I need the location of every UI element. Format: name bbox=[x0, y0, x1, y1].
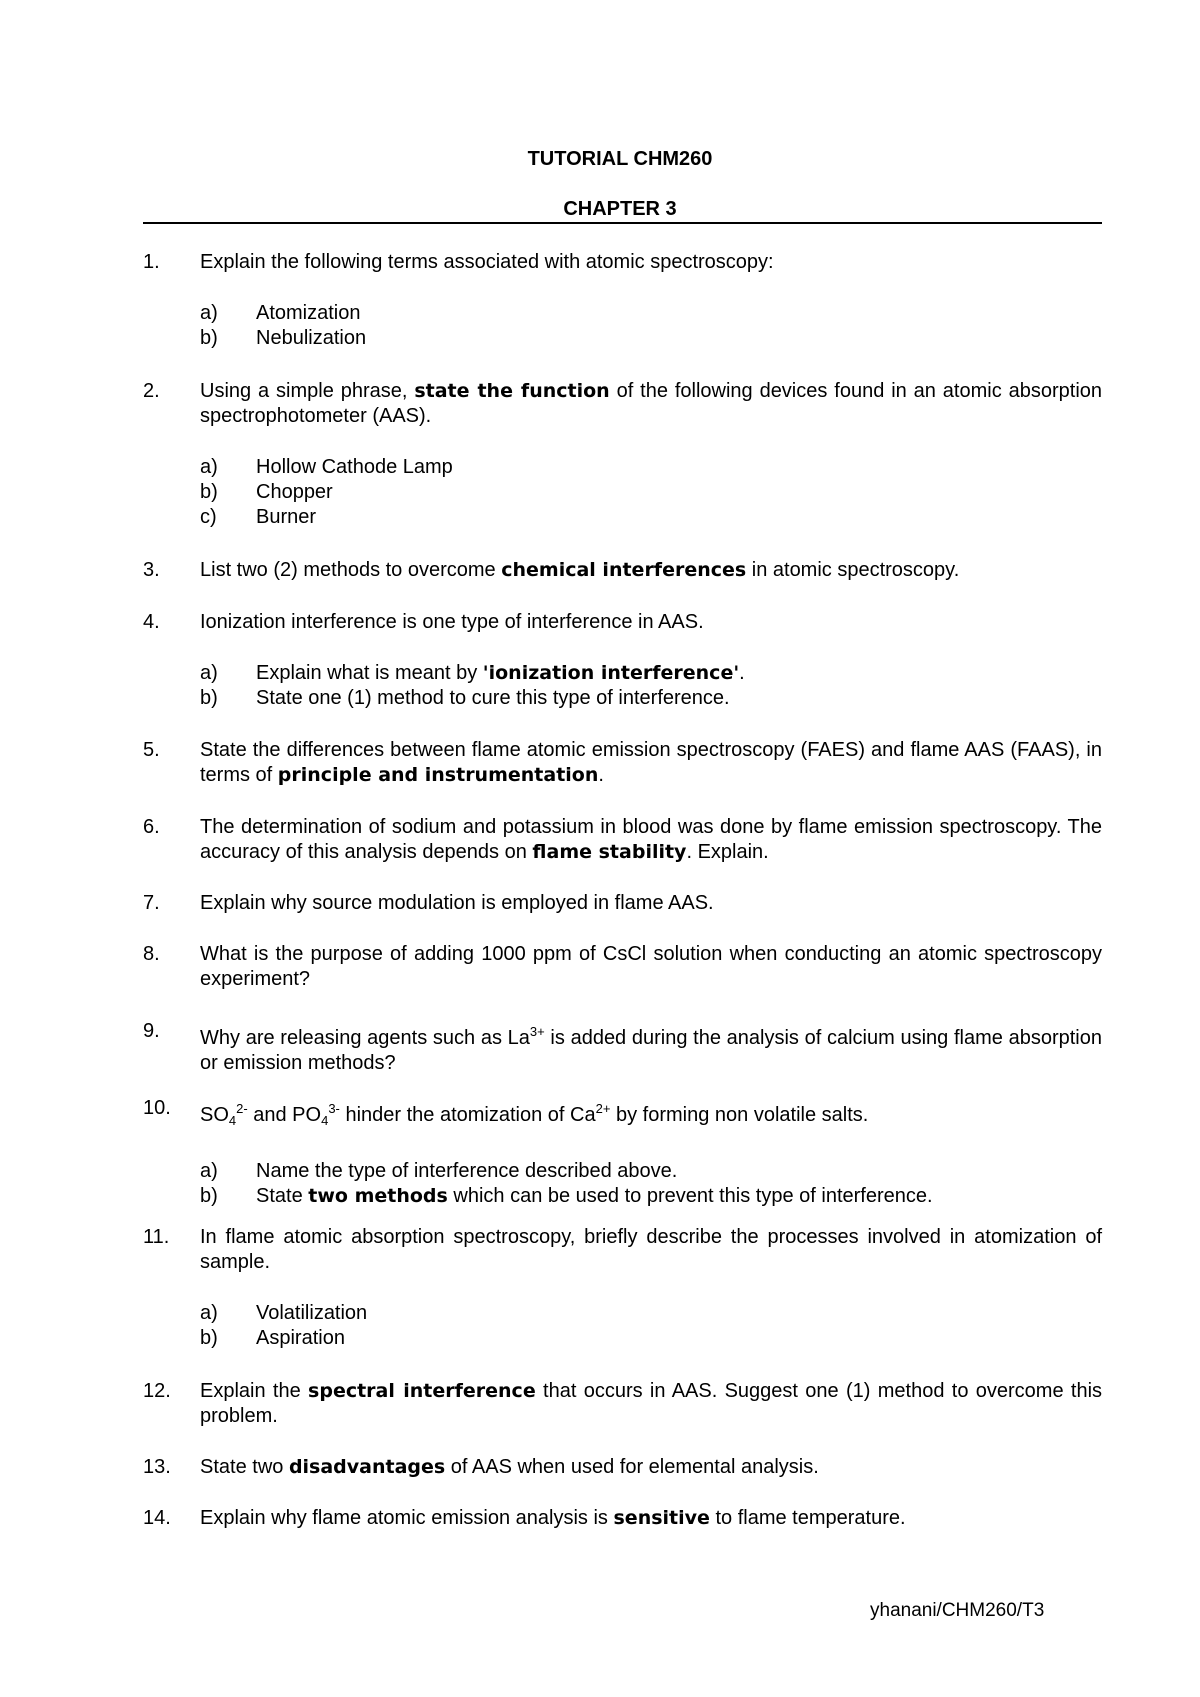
question-1 bbox=[143, 250, 1102, 351]
sub-item bbox=[200, 480, 1102, 505]
sub-item-text: Burner bbox=[256, 506, 317, 528]
question-text: State the differences between flame atomic emission spectroscopy (FAES) and flame AAS (FAAS), in terms of principle and instrumentation. bbox=[200, 739, 1102, 786]
sub-item bbox=[200, 455, 1102, 480]
question-number: 9. bbox=[143, 1020, 160, 1042]
question-number: 2. bbox=[143, 380, 160, 402]
sub-item-letter: a) bbox=[200, 456, 218, 478]
sub-item-text: Chopper bbox=[256, 481, 333, 503]
sub-item bbox=[200, 1184, 1102, 1209]
question-number: 14. bbox=[143, 1507, 171, 1529]
sub-item bbox=[200, 301, 1102, 326]
question-text: State two disadvantages of AAS when used for elemental analysis. bbox=[200, 1456, 819, 1478]
sub-item-text: State two methods which can be used to prevent this type of interference. bbox=[256, 1185, 933, 1207]
header-divider bbox=[143, 222, 1102, 224]
sub-item-letter: b) bbox=[200, 327, 218, 349]
sub-item-letter: b) bbox=[200, 1185, 218, 1207]
question-9 bbox=[143, 1019, 1102, 1076]
question-7 bbox=[143, 891, 1102, 916]
sub-item-text: State one (1) method to cure this type of interference. bbox=[256, 687, 730, 709]
question-text: Explain why source modulation is employed in flame AAS. bbox=[200, 892, 714, 914]
question-number: 5. bbox=[143, 739, 160, 761]
question-number: 1. bbox=[143, 251, 160, 273]
sub-item-letter: a) bbox=[200, 662, 218, 684]
sub-item-letter: c) bbox=[200, 506, 217, 528]
sub-item-text: Atomization bbox=[256, 302, 361, 324]
question-3 bbox=[143, 558, 1102, 583]
sub-item-text: Aspiration bbox=[256, 1327, 345, 1349]
sub-item-text: Nebulization bbox=[256, 327, 367, 349]
question-number: 3. bbox=[143, 559, 160, 581]
question-text: Explain the following terms associated with atomic spectroscopy: bbox=[200, 251, 774, 273]
sub-item bbox=[200, 505, 1102, 530]
sub-item-letter: b) bbox=[200, 481, 218, 503]
question-text: In flame atomic absorption spectroscopy, briefly describe the processes involved in atomization of sample. bbox=[200, 1226, 1102, 1273]
sub-item bbox=[200, 326, 1102, 351]
question-6 bbox=[143, 815, 1102, 865]
question-number: 11. bbox=[143, 1226, 170, 1248]
sub-item-text: Name the type of interference described above. bbox=[256, 1160, 678, 1182]
question-text: Using a simple phrase, state the function of the following devices found in an atomic absorption spectrophotometer (AAS). bbox=[200, 380, 1103, 427]
sub-item-letter: a) bbox=[200, 1160, 218, 1182]
footer-reference: yhanani/CHM260/T3 bbox=[870, 1600, 1045, 1621]
document-title: TUTORIAL CHM260 bbox=[527, 148, 713, 170]
chapter-heading: CHAPTER 3 bbox=[563, 198, 677, 220]
question-number: 8. bbox=[143, 943, 160, 965]
sub-item-text: Hollow Cathode Lamp bbox=[256, 456, 453, 478]
question-10 bbox=[143, 1096, 1102, 1209]
sub-item bbox=[200, 686, 1102, 711]
question-4 bbox=[143, 610, 1102, 711]
question-13 bbox=[143, 1455, 1102, 1480]
question-5 bbox=[143, 738, 1102, 788]
question-text: Ionization interference is one type of interference in AAS. bbox=[200, 611, 704, 633]
question-11 bbox=[143, 1225, 1102, 1351]
sub-item-text: Explain what is meant by 'ionization interference'. bbox=[256, 662, 745, 684]
question-14 bbox=[143, 1506, 1102, 1531]
question-text: Why are releasing agents such as $La^{3+}$ is added during the analysis of calcium using flame absorption or emission methods? bbox=[200, 1024, 1102, 1074]
sub-item bbox=[200, 661, 1102, 686]
sub-item-letter: b) bbox=[200, 687, 218, 709]
sub-item bbox=[200, 1159, 1102, 1184]
sub-item-letter: a) bbox=[200, 302, 218, 324]
question-number: 7. bbox=[143, 892, 160, 914]
question-number: 10. bbox=[143, 1097, 171, 1119]
question-number: 6. bbox=[143, 816, 160, 838]
sub-item-letter: a) bbox=[200, 1302, 218, 1324]
sub-item-list bbox=[200, 301, 1102, 351]
question-12 bbox=[143, 1379, 1102, 1429]
sub-item-list bbox=[200, 455, 1102, 530]
sub-item bbox=[200, 1301, 1102, 1326]
sub-item-list bbox=[200, 661, 1102, 711]
sub-item bbox=[200, 1326, 1102, 1351]
sub-item-letter: b) bbox=[200, 1327, 218, 1349]
question-2 bbox=[143, 379, 1102, 530]
question-number: 4. bbox=[143, 611, 160, 633]
question-8 bbox=[143, 942, 1102, 992]
question-number: 13. bbox=[143, 1456, 171, 1478]
question-text: Explain why flame atomic emission analysis is sensitive to flame temperature. bbox=[200, 1507, 906, 1529]
question-text: Explain the spectral interference that occurs in AAS. Suggest one (1) method to overcome this problem. bbox=[200, 1380, 1103, 1427]
question-text: $SO_4^{2-}$ and $PO_4^{3-}$ hinder the atomization of $Ca^{2+}$ by forming non volatile salts. bbox=[200, 1101, 869, 1128]
question-text: List two (2) methods to overcome chemical interferences in atomic spectroscopy. bbox=[200, 559, 960, 581]
sub-item-text: Volatilization bbox=[256, 1302, 368, 1324]
sub-item-list bbox=[200, 1159, 1102, 1209]
question-text: The determination of sodium and potassium in blood was done by flame emission spectroscopy. The accuracy of this analysis depends on flame stability. Explain. bbox=[200, 816, 1102, 863]
question-text: What is the purpose of adding 1000 ppm of CsCl solution when conducting an atomic spectroscopy experiment? bbox=[200, 943, 1102, 990]
question-number: 12. bbox=[143, 1380, 171, 1402]
sub-item-list bbox=[200, 1301, 1102, 1351]
